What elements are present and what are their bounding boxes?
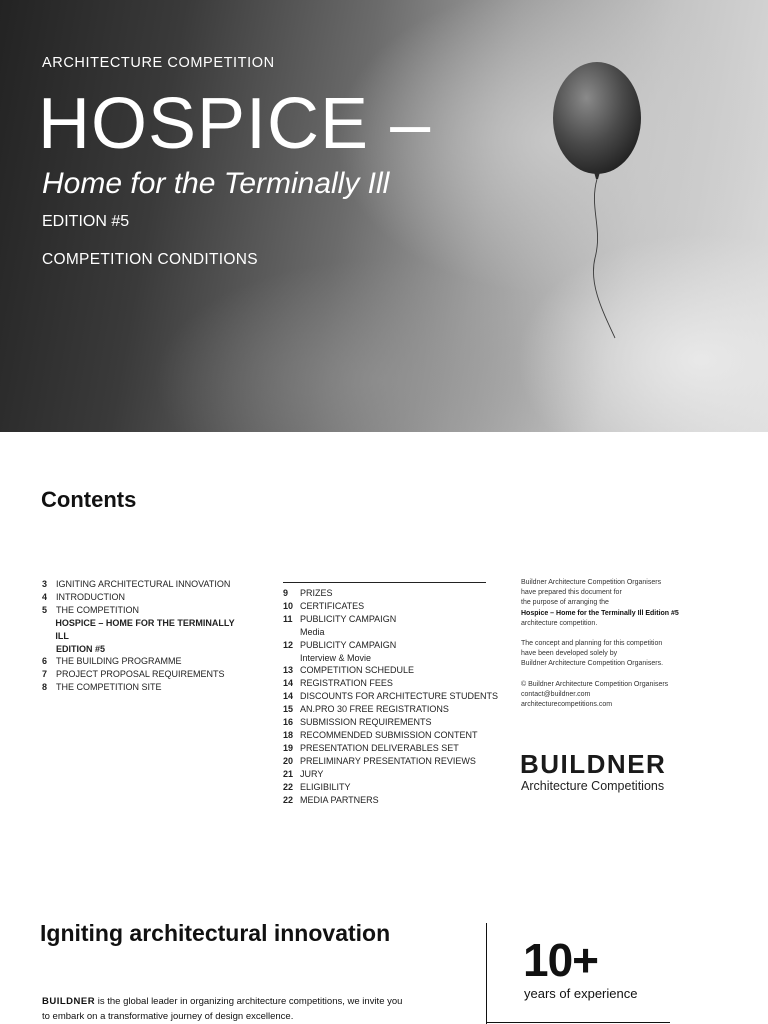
toc-item[interactable] xyxy=(283,729,503,742)
toc-label: SUBMISSION REQUIREMENTS xyxy=(300,717,432,728)
toc-item[interactable] xyxy=(283,755,503,768)
toc-item[interactable] xyxy=(283,742,503,755)
note-line: have prepared this document for xyxy=(521,589,622,597)
toc-label: RECOMMENDED SUBMISSION CONTENT xyxy=(300,729,478,740)
note-line: The concept and planning for this competition xyxy=(521,640,663,648)
toc-page-number: 22 xyxy=(283,794,294,805)
note-paragraph xyxy=(521,578,711,629)
toc-page-number xyxy=(42,643,56,656)
toc-label: Media xyxy=(300,626,325,637)
toc-item[interactable] xyxy=(283,664,503,677)
toc-page-number: 6 xyxy=(42,656,48,667)
stat-box-border xyxy=(486,923,487,1024)
note-paragraph xyxy=(521,680,711,711)
toc-page-number: 15 xyxy=(283,704,294,715)
note-paragraph xyxy=(521,639,711,670)
intro-brand-word: BUILDNER xyxy=(42,996,96,1007)
hero-kicker: ARCHITECTURE COMPETITION xyxy=(42,55,275,71)
toc-page-number: 9 xyxy=(283,588,289,598)
toc-item[interactable] xyxy=(283,690,503,703)
toc-label: THE COMPETITION xyxy=(56,604,139,615)
note-line: have been developed solely by xyxy=(521,650,618,658)
toc-page-number xyxy=(283,652,300,665)
toc-item[interactable] xyxy=(42,578,242,591)
toc-item xyxy=(283,626,503,639)
hero-title: HOSPICE – xyxy=(38,84,432,164)
toc-page-number: 19 xyxy=(283,742,294,753)
toc-label: PRELIMINARY PRESENTATION REVIEWS xyxy=(300,755,476,766)
toc-item[interactable] xyxy=(283,639,503,652)
toc-label: CERTIFICATES xyxy=(300,600,365,611)
balloon-illustration xyxy=(545,58,655,348)
toc-item[interactable] xyxy=(283,781,503,794)
toc-page-number: 11 xyxy=(283,613,293,624)
toc-column-2 xyxy=(283,587,503,806)
toc-item[interactable] xyxy=(283,600,503,613)
cover-hero xyxy=(0,0,768,432)
toc-page-number: 14 xyxy=(283,691,294,702)
toc-label: REGISTRATION FEES xyxy=(300,678,393,689)
note-line: architecture competition. xyxy=(521,619,598,627)
toc-label: PUBLICITY CAMPAIGN xyxy=(300,613,397,624)
toc-item[interactable] xyxy=(283,794,503,807)
toc-label: ELIGIBILITY xyxy=(300,781,351,792)
toc-item xyxy=(42,643,242,656)
toc-item[interactable] xyxy=(283,677,503,690)
toc-item xyxy=(283,652,503,665)
note-website-link[interactable]: architecturecompetitions.com xyxy=(521,701,613,709)
toc-item[interactable] xyxy=(283,587,503,600)
stat-value: 10+ xyxy=(523,934,599,986)
toc-label: JURY xyxy=(300,768,324,779)
toc-label: IGNITING ARCHITECTURAL INNOVATION xyxy=(56,579,231,589)
section-title: Igniting architectural innovation xyxy=(40,920,391,946)
toc-page-number: 12 xyxy=(283,639,294,650)
note-copyright: © Buildner Architecture Competition Organisers xyxy=(521,680,669,688)
toc-label: Interview & Movie xyxy=(300,652,372,663)
hero-conditions: COMPETITION CONDITIONS xyxy=(42,251,258,268)
toc-page-number: 20 xyxy=(283,755,294,766)
intro-text: to embark on a transformative journey of design excellence. xyxy=(42,1011,294,1022)
note-line: the purpose of arranging the xyxy=(521,599,609,607)
toc-page-number: 4 xyxy=(42,591,48,602)
toc-page-number: 3 xyxy=(42,579,48,589)
toc-page-number: 14 xyxy=(283,678,294,689)
toc-item[interactable] xyxy=(283,716,503,729)
toc-page-number: 21 xyxy=(283,768,294,779)
note-competition-name: Hospice – Home for the Terminally Ill Edition #5 xyxy=(521,609,679,617)
toc-column-1 xyxy=(42,578,242,694)
toc-label: PRESENTATION DELIVERABLES SET xyxy=(300,742,459,753)
toc-item[interactable] xyxy=(42,681,242,694)
toc-label: DISCOUNTS FOR ARCHITECTURE STUDENTS xyxy=(300,691,499,702)
hero-edition: EDITION #5 xyxy=(42,213,130,230)
toc-item[interactable] xyxy=(42,604,242,617)
toc-label: EDITION #5 xyxy=(56,643,106,654)
toc-label: THE BUILDING PROGRAMME xyxy=(56,656,182,667)
toc-page-number: 16 xyxy=(283,717,294,728)
toc-page-number: 18 xyxy=(283,729,294,740)
toc-page-number: 8 xyxy=(42,682,48,693)
toc-item[interactable] xyxy=(42,668,242,681)
toc-label: COMPETITION SCHEDULE xyxy=(300,665,415,676)
stat-label: years of experience xyxy=(524,986,638,1001)
toc-label: HOSPICE – HOME FOR THE TERMINALLY ILL xyxy=(55,617,235,641)
toc-item[interactable] xyxy=(42,655,242,668)
toc-item[interactable] xyxy=(283,613,503,626)
toc-page-number: 10 xyxy=(283,600,294,611)
organiser-note xyxy=(521,578,711,720)
toc-label: MEDIA PARTNERS xyxy=(300,794,379,805)
toc-label: PROJECT PROPOSAL REQUIREMENTS xyxy=(56,669,225,680)
toc-label: PUBLICITY CAMPAIGN xyxy=(300,639,397,650)
intro-text: is the global leader in organizing architecture competitions, we invite you xyxy=(95,996,403,1007)
toc-item[interactable] xyxy=(42,591,242,604)
toc-label: PRIZES xyxy=(300,588,333,598)
toc-item[interactable] xyxy=(283,768,503,781)
toc-page-number: 22 xyxy=(283,781,294,792)
note-line: Buildner Architecture Competition Organisers xyxy=(521,579,662,586)
toc-page-number: 7 xyxy=(42,669,48,680)
toc-item[interactable] xyxy=(283,703,503,716)
toc-page-number xyxy=(42,617,55,643)
toc-page-number: 13 xyxy=(283,665,294,676)
toc-divider xyxy=(283,582,486,583)
toc-label: THE COMPETITION SITE xyxy=(56,682,162,693)
hero-subtitle: Home for the Terminally Ill xyxy=(42,167,390,200)
note-line: Buildner Architecture Competition Organisers. xyxy=(521,660,664,668)
buildner-logo-tagline: Architecture Competitions xyxy=(521,779,665,793)
toc-page-number xyxy=(283,626,300,639)
toc-label: INTRODUCTION xyxy=(56,591,125,602)
note-email-link[interactable]: contact@buildner.com xyxy=(521,690,591,698)
stat-box-border xyxy=(486,1022,670,1023)
toc-label: AN.PRO 30 FREE REGISTRATIONS xyxy=(300,704,449,715)
buildner-logo: BUILDNER xyxy=(520,749,667,779)
intro-paragraph xyxy=(42,994,462,1024)
toc-item xyxy=(42,617,242,643)
toc-page-number: 5 xyxy=(42,604,48,615)
contents-heading: Contents xyxy=(41,487,137,512)
